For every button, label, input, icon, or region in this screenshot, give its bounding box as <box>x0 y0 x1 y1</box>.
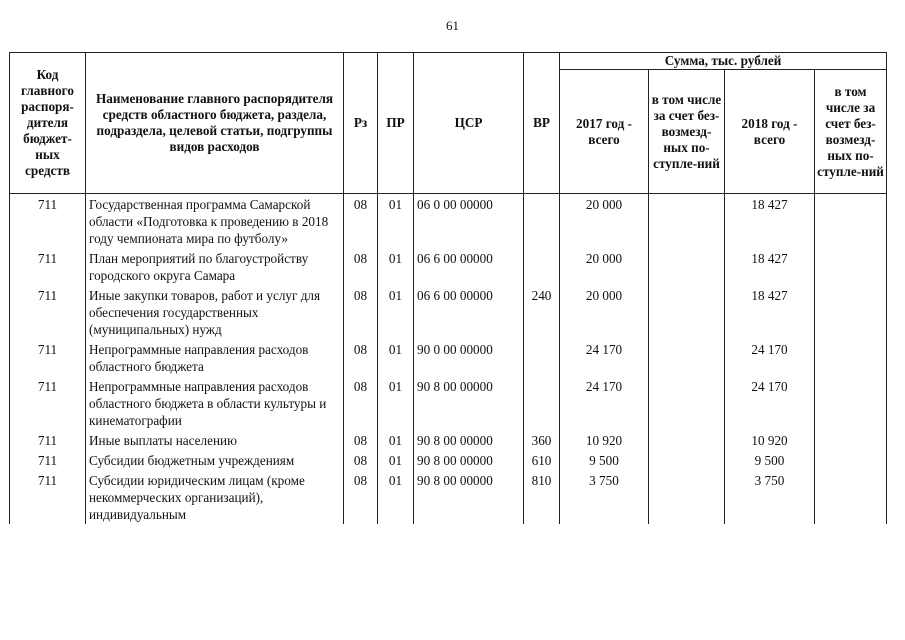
cell-2017-free <box>649 194 725 249</box>
header-name: Наименование главного распорядителя средств областного бюджета, раздела, подраздела, целевой статьи, подгруппы видов расходов <box>86 53 344 194</box>
cell-2018-total: 10 920 <box>725 430 815 450</box>
cell-2017-total: 3 750 <box>560 470 649 524</box>
cell-csr: 06 6 00 00000 <box>414 248 524 285</box>
cell-2017-free <box>649 339 725 376</box>
cell-2017-total: 10 920 <box>560 430 649 450</box>
cell-code: 711 <box>10 430 86 450</box>
cell-2017-free <box>649 470 725 524</box>
cell-2018-free <box>815 376 887 430</box>
cell-vr: 360 <box>524 430 560 450</box>
table-row <box>10 285 887 339</box>
table-header <box>10 53 887 194</box>
cell-csr: 90 8 00 00000 <box>414 430 524 450</box>
cell-2018-total: 18 427 <box>725 285 815 339</box>
table-body <box>10 194 887 525</box>
cell-2018-free <box>815 430 887 450</box>
cell-vr: 610 <box>524 450 560 470</box>
header-csr: ЦСР <box>414 53 524 194</box>
table-row <box>10 339 887 376</box>
cell-code: 711 <box>10 248 86 285</box>
header-2018-total: 2018 год - всего <box>725 70 815 194</box>
cell-2017-free <box>649 376 725 430</box>
cell-2018-total: 24 170 <box>725 376 815 430</box>
header-vr: ВР <box>524 53 560 194</box>
cell-name: Субсидии бюджетным учреждениям <box>86 450 344 470</box>
cell-2017-total: 20 000 <box>560 248 649 285</box>
cell-2017-free <box>649 430 725 450</box>
cell-rz: 08 <box>344 376 378 430</box>
header-code: Код главного распоря-дителя бюджет-ных средств <box>10 53 86 194</box>
cell-pr: 01 <box>378 450 414 470</box>
cell-pr: 01 <box>378 376 414 430</box>
cell-2018-free <box>815 470 887 524</box>
cell-name: Непрограммные направления расходов областного бюджета <box>86 339 344 376</box>
cell-csr: 90 0 00 00000 <box>414 339 524 376</box>
cell-2018-free <box>815 285 887 339</box>
cell-pr: 01 <box>378 339 414 376</box>
cell-code: 711 <box>10 339 86 376</box>
table-row <box>10 470 887 524</box>
cell-2017-free <box>649 248 725 285</box>
header-pr: ПР <box>378 53 414 194</box>
header-2017-free: в том числе за счет без-возмезд-ных по-ступле-ний <box>649 70 725 194</box>
cell-pr: 01 <box>378 470 414 524</box>
cell-name: Непрограммные направления расходов областного бюджета в области культуры и кинематографии <box>86 376 344 430</box>
cell-vr <box>524 339 560 376</box>
page-number: 61 <box>446 18 459 33</box>
table-row <box>10 376 887 430</box>
cell-code: 711 <box>10 450 86 470</box>
header-2017-total: 2017 год - всего <box>560 70 649 194</box>
cell-csr: 06 6 00 00000 <box>414 285 524 339</box>
cell-2017-total: 20 000 <box>560 194 649 249</box>
table-row <box>10 430 887 450</box>
cell-2017-total: 9 500 <box>560 450 649 470</box>
cell-vr: 810 <box>524 470 560 524</box>
cell-2018-total: 9 500 <box>725 450 815 470</box>
table-row <box>10 248 887 285</box>
header-sum-group: Сумма, тыс. рублей <box>560 53 887 70</box>
header-2018-free: в том числе за счет без-возмезд-ных по-ступле-ний <box>815 70 887 194</box>
cell-2017-total: 24 170 <box>560 376 649 430</box>
cell-pr: 01 <box>378 194 414 249</box>
cell-vr <box>524 376 560 430</box>
cell-name: Иные выплаты населению <box>86 430 344 450</box>
cell-csr: 06 0 00 00000 <box>414 194 524 249</box>
cell-2017-free <box>649 450 725 470</box>
cell-csr: 90 8 00 00000 <box>414 376 524 430</box>
cell-2017-total: 24 170 <box>560 339 649 376</box>
header-rz: Рз <box>344 53 378 194</box>
cell-name: Иные закупки товаров, работ и услуг для обеспечения государственных (муниципальных) нужд <box>86 285 344 339</box>
cell-2018-total: 24 170 <box>725 339 815 376</box>
cell-code: 711 <box>10 194 86 249</box>
cell-2018-total: 18 427 <box>725 248 815 285</box>
cell-code: 711 <box>10 376 86 430</box>
cell-2018-total: 18 427 <box>725 194 815 249</box>
cell-rz: 08 <box>344 339 378 376</box>
cell-2018-free <box>815 194 887 249</box>
cell-vr <box>524 248 560 285</box>
cell-2018-total: 3 750 <box>725 470 815 524</box>
cell-2017-total: 20 000 <box>560 285 649 339</box>
cell-code: 711 <box>10 285 86 339</box>
cell-rz: 08 <box>344 248 378 285</box>
cell-vr <box>524 194 560 249</box>
cell-2017-free <box>649 285 725 339</box>
cell-2018-free <box>815 339 887 376</box>
cell-name: Субсидии юридическим лицам (кроме некоммерческих организаций), индивидуальным <box>86 470 344 524</box>
cell-2018-free <box>815 450 887 470</box>
cell-vr: 240 <box>524 285 560 339</box>
cell-name: План мероприятий по благоустройству городского округа Самара <box>86 248 344 285</box>
cell-2018-free <box>815 248 887 285</box>
table-row <box>10 194 887 249</box>
cell-rz: 08 <box>344 470 378 524</box>
cell-rz: 08 <box>344 285 378 339</box>
cell-code: 711 <box>10 470 86 524</box>
cell-rz: 08 <box>344 194 378 249</box>
cell-rz: 08 <box>344 450 378 470</box>
cell-pr: 01 <box>378 430 414 450</box>
budget-table <box>9 52 887 524</box>
cell-rz: 08 <box>344 430 378 450</box>
cell-pr: 01 <box>378 285 414 339</box>
cell-csr: 90 8 00 00000 <box>414 450 524 470</box>
cell-name: Государственная программа Самарской области «Подготовка к проведению в 2018 году чемпионата мира по футболу» <box>86 194 344 249</box>
table-row <box>10 450 887 470</box>
cell-pr: 01 <box>378 248 414 285</box>
cell-csr: 90 8 00 00000 <box>414 470 524 524</box>
